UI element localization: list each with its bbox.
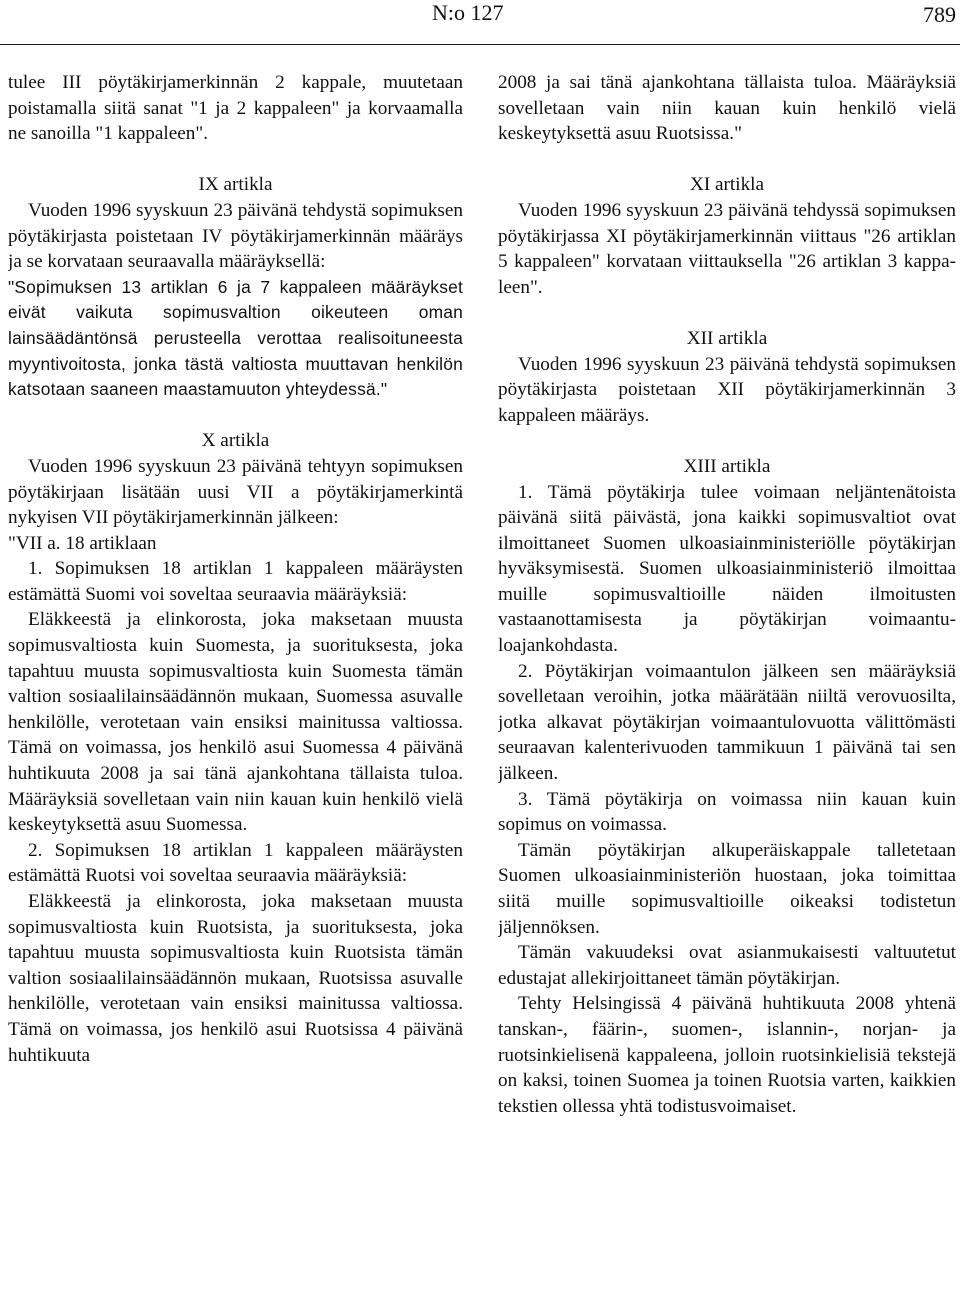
article-xiii-paragraph-2: 2. Pöytäkirjan voimaantulon jälkeen sen määräyksiä sovelletaan veroihin, jotka määrätään niiltä verovuosilta, jotka alkavat pöytäkirjan voimaantulovuotta välittömästi seuraavan kalenterivuoden tammikuun 1 päivänä tai sen jälkeen. xyxy=(498,660,956,785)
header-rule xyxy=(0,44,960,45)
article-x-paragraph-2: 2. Sopimuksen 18 artiklan 1 kappaleen määräysten estämättä Ruotsi voi soveltaa seuraavia määräyksiä: xyxy=(8,839,463,887)
article-xii-title: XII artikla xyxy=(686,327,768,349)
article-xiii-title: XIII artikla xyxy=(683,455,771,477)
article-xiii-paragraph-4: Tämän pöytäkirjan alkuperäiskappale talletetaan Suomen ulkoasiainministeriön huostaan, joka toimittaa siitä muille sopimusvaltioille oikeaksi todistetun jäljennöksen. xyxy=(498,839,956,938)
article-x-text: Vuoden 1996 syyskuun 23 päivänä tehtyyn sopimuksen pöytäkirjaan lisätään uusi VII a pöytäkirjamerkintä nykyisen VII pöytäkirjamerkinnän jälkeen: xyxy=(8,455,463,529)
article-x-paragraph-2b: Eläkkeestä ja elinkorosta, joka maksetaan muusta sopimusvaltiosta kuin Ruotsista, ja suorituksesta, joka tapahtuu muusta sopimusvaltiosta kuin Ruotsista tämän valtion sosiaalilainsäädännön mukaan, Ruotsissa asuvalle henkilölle, verotetaan vain ensiksi mainitussa valtiossa. Tämä on voimassa, jos henkilö asui Ruotsissa 4 päivänä huhtikuuta xyxy=(8,891,463,1066)
article-xiii-paragraph-5: Tämän vakuudeksi ovat asianmukaisesti valtuutetut edustajat allekirjoittaneet tämän pöytäkirjan. xyxy=(498,942,956,989)
article-ix-text: Vuoden 1996 syyskuun 23 päivänä tehdystä sopimuksen pöytäkirjasta poistetaan IV pöytäkirjamerkinnän määräys ja se korvataan seuraavalla määräyksellä: xyxy=(8,199,463,273)
continuation-paragraph: 2008 ja sai tänä ajankohtana tällaista tuloa. Määräyksiä sovelletaan vain niin kauan kuin henkilö vielä keskeytyksettä asuu Ruotsissa." xyxy=(498,72,956,145)
article-ix-quote: "Sopimuksen 13 artiklan 6 ja 7 kappaleen määräykset eivät vaikuta sopimusvaltion oikeuteen oman lainsäädäntönsä perusteella verottaa realisoituneesta myyntivoitosta, jonka tästä valtiosta muuttavan henkilön katsotaan saaneen maastamuuton yhteydessä." xyxy=(8,276,463,400)
article-xi-text: Vuoden 1996 syyskuun 23 päivänä tehdyssä sopimuksen pöytäkirjassa XI pöytäkirjamerkinnän viittaus "26 artiklan 5 kappaleen" korvataan viittauksella "26 artiklan 3 kappaleen". xyxy=(498,199,956,298)
paragraph-intro: tulee III pöytäkirjamerkinnän 2 kappale, muutetaan poistamalla siitä sanat "1 ja 2 kappaleen" ja korvaamalla ne sanoilla "1 kappaleen". xyxy=(8,72,463,145)
article-xiii-paragraph-3: 3. Tämä pöytäkirja on voimassa niin kauan kuin sopimus on voimassa. xyxy=(498,788,956,836)
left-column xyxy=(8,70,463,1290)
document-number: N:o 127 xyxy=(432,0,504,25)
article-x-title: X artikla xyxy=(201,430,270,452)
article-x-paragraph-1b: Eläkkeestä ja elinkorosta, joka maksetaan muusta sopimusvaltiosta kuin Suomesta, ja suorituksesta, joka tapahtuu muusta sopimusvaltiosta kuin Suomesta tämän valtion sosiaalilainsäädännön mukaan, Suomessa asuvalle henkilölle, verotetaan vain ensiksi mainitussa valtiossa. Tämä on voimassa, jos henkilö asui Suomessa 4 päivänä huhtikuuta 2008 ja sai tänä ajankohtana tällaista tuloa. Määräyksiä sovelletaan vain niin kauan kuin henkilö vielä keskeytyksettä asuu Suomessa. xyxy=(8,609,463,836)
article-xi-title: XI artikla xyxy=(689,174,765,196)
article-xiii-paragraph-6: Tehty Helsingissä 4 päivänä huhtikuuta 2008 yhtenä tanskan-, fäärin-, suomen-, islannin-, norjan- ja ruotsinkielisenä kappaleena, jolloin ruotsinkielisiä tekstejä on kaksi, toinen Suomea ja toinen Ruotsia varten, kaikkien tekstien ollessa yhtä todistusvoimaiset. xyxy=(498,993,956,1117)
article-x-paragraph-1: 1. Sopimuksen 18 artiklan 1 kappaleen määräysten estämättä Suomi voi soveltaa seuraavia määräyksiä: xyxy=(8,558,463,605)
article-x-quote-title: "VII a. 18 artiklaan xyxy=(8,532,157,554)
article-xii-text: Vuoden 1996 syyskuun 23 päivänä tehdystä sopimuksen pöytäkirjasta poistetaan XII pöytäkirjamerkinnän 3 kappaleen määräys. xyxy=(498,353,956,426)
right-column xyxy=(498,70,956,1290)
page-number: 789 xyxy=(923,2,956,27)
article-xiii-paragraph-1: 1. Tämä pöytäkirja tulee voimaan neljäntenätoista päivänä siitä päivästä, jona kaikki sopimusvaltiot ovat ilmoittaneet Suomen ulkoasiainministeriölle pöytäkirjan hyväksymisestä. Suomen ulkoasiainministeriö ilmoittaa muille sopimusvaltioille näiden ilmoitusten vastaanottamisesta ja pöytäkirjan voimaantuloajankohdasta. xyxy=(498,481,956,657)
article-ix-title: IX artikla xyxy=(198,174,273,196)
